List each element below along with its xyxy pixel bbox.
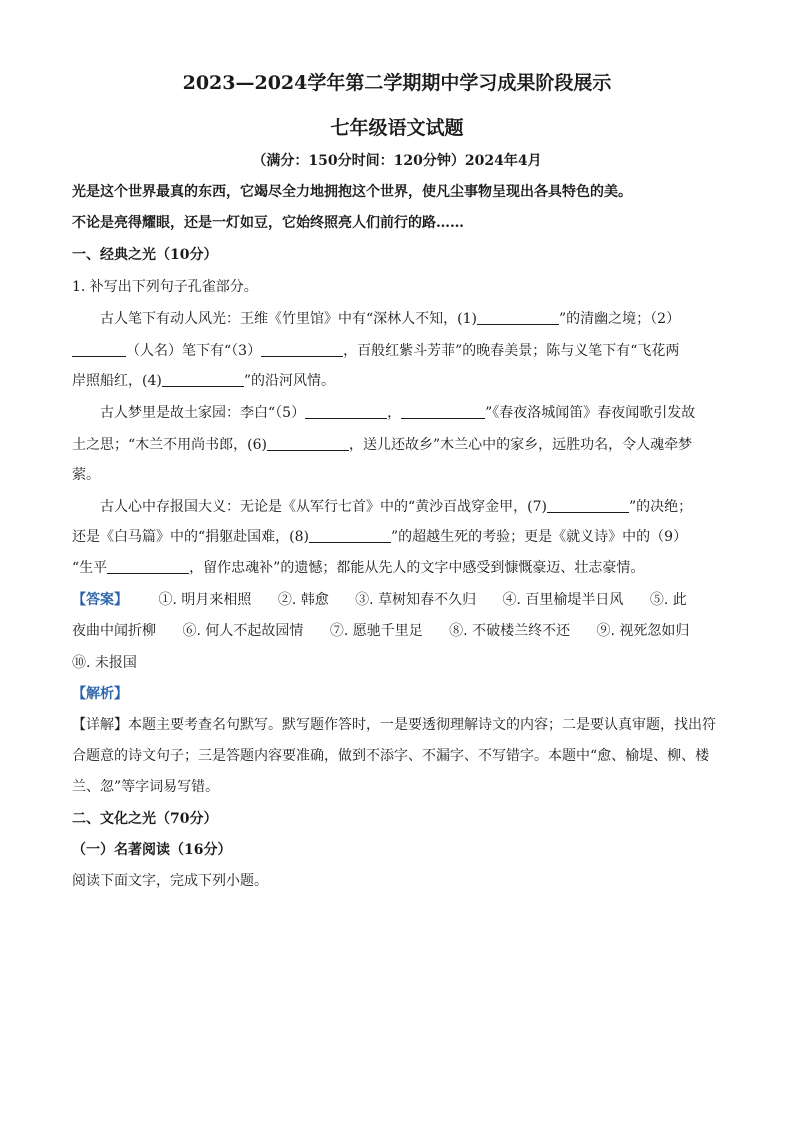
answer-3 xyxy=(355,589,476,609)
answer-num: ① xyxy=(158,592,173,608)
section2-subheading: （一）名著阅读（16分） xyxy=(72,842,232,858)
blank-9 xyxy=(107,559,189,574)
p2-line-3: 萦。 xyxy=(72,467,100,483)
answer-4 xyxy=(503,589,624,609)
blank-8 xyxy=(309,528,391,543)
p3-line-3 xyxy=(72,557,732,577)
answer-num: ⑨ xyxy=(596,623,611,639)
answer-text: . 未报国 xyxy=(86,655,137,671)
answer-num: ③ xyxy=(355,592,370,608)
detail-line-1 xyxy=(72,714,732,734)
answer-7 xyxy=(330,620,423,640)
blank-5 xyxy=(305,404,387,419)
p1-text-b: ”的清幽之境；（2） xyxy=(559,311,681,327)
answer-1 xyxy=(158,589,251,609)
detail-tag: 【详解】 xyxy=(72,717,128,733)
answer-num: ⑤ xyxy=(649,592,664,608)
answer-num: ⑥ xyxy=(182,623,197,639)
answer-text: . 愿驰千里足 xyxy=(343,623,423,639)
p2-text-c: ”《春夜洛城闻笛》春夜闻歌引发故 xyxy=(485,405,696,421)
answer-text: . 草树知春不久归 xyxy=(369,592,477,608)
blank-4 xyxy=(162,372,244,387)
exam-info: （满分：150分时间：120分钟）2024年4月 xyxy=(252,153,542,169)
exam-subtitle: 七年级语文试题 xyxy=(330,117,464,139)
p1-line-1 xyxy=(72,308,760,328)
answer-9 xyxy=(597,620,690,640)
answer-num: ⑦ xyxy=(329,623,344,639)
p3-text-d: ”的超越生死的考验；更是《就义诗》中的（9） xyxy=(391,529,688,545)
p1-text-a: 古人笔下有动人风光：王维《竹里馆》中有“深林人不知，(1) xyxy=(100,311,477,327)
answer-text: . 明月来相照 xyxy=(172,592,252,608)
p2-text-d: 土之思；“木兰不用尚书郎，(6) xyxy=(72,437,267,453)
p1-text-f: ”的沿河风情。 xyxy=(243,373,336,389)
answer-text: . 韩愈 xyxy=(291,592,329,608)
answer-text: . 此 xyxy=(663,592,687,608)
detail-line-2: 合题意的诗文句子；三是答题内容要准确，做到不添字、不漏字、不写错字。本题中“愈、榆堤、柳、楼 xyxy=(72,748,710,764)
detail-text: 本题主要考查名句默写。默写题作答时，一是要透彻理解诗文的内容；二是要认真审题，找出符 xyxy=(128,717,716,733)
answer-8 xyxy=(449,620,570,640)
answer-num: ④ xyxy=(502,592,517,608)
answers-line-2 xyxy=(72,620,732,640)
blank-5b xyxy=(401,404,485,419)
blank-3 xyxy=(261,342,343,357)
answers-line-3 xyxy=(72,652,732,672)
p1-text-e: 岸照船红，(4) xyxy=(72,373,162,389)
intro-line-1: 光是这个世界最真的东西，它竭尽全力地拥抱这个世界，使凡尘事物呈现出各具特色的美。 xyxy=(72,184,632,200)
p3-text-f: ，留作忠魂补”的遗憾；都能从先人的文字中感受到慷慨豪迈、壮志豪情。 xyxy=(189,560,645,576)
answer-text: . 何人不起故园情 xyxy=(196,623,304,639)
blank-7 xyxy=(547,498,629,513)
p3-text-a: 古人心中存报国大义：无论是《从军行七首》中的“黄沙百战穿金甲，(7) xyxy=(100,499,547,515)
analysis-tag: 【解析】 xyxy=(72,686,128,702)
answer-6 xyxy=(182,620,303,640)
answer-10 xyxy=(72,655,137,671)
p3-text-b: ”的决绝； xyxy=(629,499,693,515)
intro-line-2: 不论是亮得耀眼，还是一灯如豆，它始终照亮人们前行的路…… xyxy=(72,215,464,231)
section1-heading: 一、经典之光（10分） xyxy=(72,247,218,263)
p1-line-2 xyxy=(72,340,732,360)
answer-2 xyxy=(278,589,329,609)
question-1: 1. 补写出下列句子孔雀部分。 xyxy=(72,279,258,295)
answer-tag: 【答案】 xyxy=(72,592,128,608)
answer-5 xyxy=(650,589,687,609)
answer-text: . 视死忽如归 xyxy=(610,623,690,639)
blank-6 xyxy=(267,436,349,451)
p2-line-1 xyxy=(72,402,760,422)
answer-text: . 百里榆堤半日风 xyxy=(516,592,624,608)
exam-title: 2023—2024学年第二学期期中学习成果阶段展示 xyxy=(182,72,612,94)
section2-instruction: 阅读下面文字，完成下列小题。 xyxy=(72,873,268,889)
p3-line-1 xyxy=(72,496,760,516)
p2-line-2 xyxy=(72,434,732,454)
p1-line-3 xyxy=(72,370,732,390)
answer-text: . 不破楼兰终不还 xyxy=(463,623,571,639)
answer-5-cont: 夜曲中闻折柳 xyxy=(72,623,156,639)
p2-text-a: 古人梦里是故土家园：李白“（5） xyxy=(100,405,306,421)
answer-num: ⑧ xyxy=(449,623,464,639)
p1-text-d: ，百般红紫斗芳菲”的晚春美景；陈与义笔下有“飞花两 xyxy=(343,343,680,359)
p2-text-e: ，送儿还故乡”木兰心中的家乡，远胜功名，令人魂牵梦 xyxy=(349,437,693,453)
p3-text-c: 还是《白马篇》中的“捐躯赴国难，(8) xyxy=(72,529,309,545)
p3-line-2 xyxy=(72,526,732,546)
detail-line-3: 兰、忽”等字词易写错。 xyxy=(72,779,220,795)
answers-line-1 xyxy=(72,589,732,609)
blank-1 xyxy=(477,310,559,325)
p2-text-b: ， xyxy=(387,405,402,421)
section2-heading: 二、文化之光（70分） xyxy=(72,811,218,827)
answer-num: ⑩ xyxy=(72,655,86,671)
p3-text-e: “生平 xyxy=(72,560,108,576)
blank-2 xyxy=(72,342,126,357)
p1-text-c: （人名）笔下有“（3） xyxy=(126,343,262,359)
answer-num: ② xyxy=(277,592,292,608)
